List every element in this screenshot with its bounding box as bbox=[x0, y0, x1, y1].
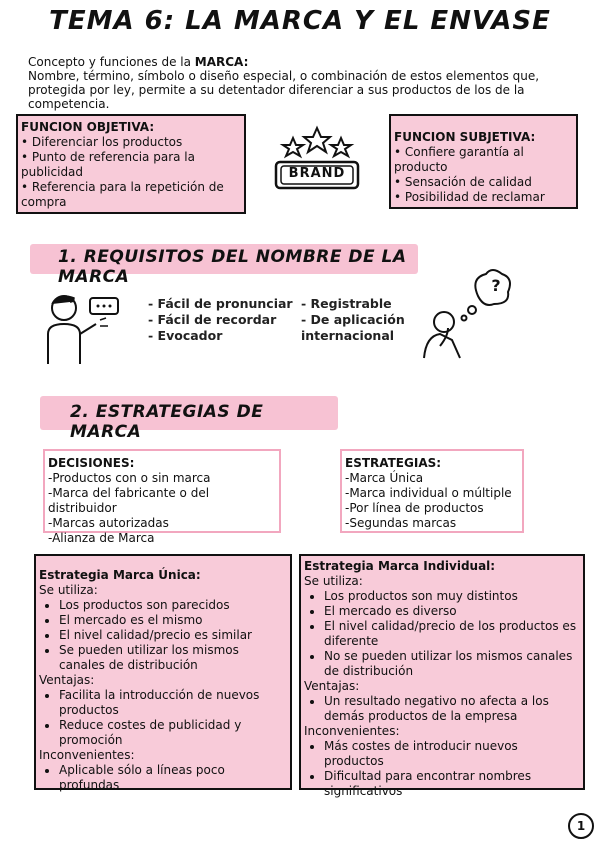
funcion-objetiva-box bbox=[16, 114, 246, 214]
marca-individual-heading: Estrategia Marca Individual: bbox=[304, 559, 496, 573]
person-speaking-illustration bbox=[40, 288, 122, 368]
marca-individual-se-utiliza: Se utiliza: bbox=[304, 574, 363, 588]
marca-unica-uses bbox=[39, 598, 287, 673]
decisiones-item: -Alianza de Marca bbox=[48, 531, 155, 545]
marca-unica-se-utiliza: Se utiliza: bbox=[39, 583, 98, 597]
funcion-objetiva-item: • Referencia para la repetición de compra bbox=[21, 180, 224, 209]
brand-badge-illustration bbox=[266, 124, 368, 194]
intro-block bbox=[28, 55, 578, 111]
decisiones-item: -Marcas autorizadas bbox=[48, 516, 169, 530]
list-item: • Se pueden utilizar los mismos canales de distribución bbox=[59, 643, 287, 673]
decisiones-heading: DECISIONES: bbox=[48, 456, 135, 470]
list-item: • El mercado es el mismo bbox=[59, 613, 287, 628]
funcion-subjetiva-heading: FUNCION SUBJETIVA: bbox=[394, 130, 536, 144]
marca-unica-advantages bbox=[39, 688, 287, 748]
estrategias-item: -Por línea de productos bbox=[345, 501, 484, 515]
list-item: • Facilita la introducción de nuevos productos bbox=[59, 688, 287, 718]
list-item: • Más costes de introducir nuevos productos bbox=[324, 739, 580, 769]
funcion-subjetiva-item: • Confiere garantía al producto bbox=[394, 145, 524, 174]
stars-icon bbox=[266, 124, 368, 194]
list-item: • Un resultado negativo no afecta a los demás productos de la empresa bbox=[324, 694, 580, 724]
list-item: • Los productos son parecidos bbox=[59, 598, 287, 613]
page-number: 1 bbox=[568, 813, 594, 839]
marca-unica-ventajas: Ventajas: bbox=[39, 673, 95, 687]
marca-unica-disadvantages bbox=[39, 763, 287, 793]
requisito-item: - Fácil de recordar bbox=[148, 312, 277, 327]
marca-unica-heading: Estrategia Marca Única: bbox=[39, 568, 201, 582]
section2-heading: 2. ESTRATEGIAS DE MARCA bbox=[70, 402, 264, 442]
funcion-objetiva-heading: FUNCION OBJETIVA: bbox=[21, 120, 155, 134]
list-item: • El mercado es diverso bbox=[324, 604, 580, 619]
marca-individual-inconvenientes: Inconvenientes: bbox=[304, 724, 400, 738]
requisito-item: - Registrable bbox=[301, 296, 392, 311]
marca-individual-box bbox=[299, 554, 585, 798]
marca-individual-advantages bbox=[304, 694, 580, 724]
list-item: • El nivel calidad/precio es similar bbox=[59, 628, 287, 643]
intro-label bbox=[28, 55, 578, 69]
section1-heading: 1. REQUISITOS DEL NOMBRE DE LA MARCA bbox=[58, 247, 407, 287]
funcion-subjetiva-item: • Posibilidad de reclamar bbox=[394, 190, 545, 204]
list-item: • Reduce costes de publicidad y promoción bbox=[59, 718, 287, 748]
funcion-subjetiva-item: • Sensación de calidad bbox=[394, 175, 532, 189]
estrategias-item: -Marca Única bbox=[345, 471, 424, 485]
list-item: • No se pueden utilizar los mismos canales de distribución bbox=[324, 649, 580, 679]
intro-label-prefix: Concepto y funciones de la bbox=[28, 55, 195, 69]
requisito-item: - Fácil de pronunciar bbox=[148, 296, 293, 311]
estrategias-item: -Marca individual o múltiple bbox=[345, 486, 512, 500]
person-speech-icon bbox=[40, 288, 122, 368]
question-mark: ? bbox=[491, 276, 501, 295]
list-item: • Los productos son muy distintos bbox=[324, 589, 580, 604]
marca-unica-box bbox=[34, 554, 292, 790]
marca-individual-ventajas: Ventajas: bbox=[304, 679, 360, 693]
funcion-subjetiva-box bbox=[389, 114, 578, 209]
estrategias-box bbox=[340, 449, 524, 533]
brand-badge-label: BRAND bbox=[288, 166, 346, 181]
requisito-item: - Evocador bbox=[148, 328, 223, 343]
funcion-objetiva-item: • Diferenciar los productos bbox=[21, 135, 183, 149]
list-item: • El nivel calidad/precio de los productos es diferente bbox=[324, 619, 580, 649]
intro-definition: Nombre, término, símbolo o diseño especial, o combinación de estos elementos que, protegida por ley, permite a su detentador diferenciar a sus productos de los de la competencia. bbox=[28, 69, 540, 111]
estrategias-item: -Segundas marcas bbox=[345, 516, 457, 530]
marca-unica-inconvenientes: Inconvenientes: bbox=[39, 748, 135, 762]
requisitos-col1 bbox=[148, 296, 298, 344]
intro-label-bold: MARCA: bbox=[194, 55, 249, 69]
requisito-item: - De aplicación internacional bbox=[301, 312, 405, 343]
list-item: • Dificultad para encontrar nombres significativos bbox=[324, 769, 580, 799]
decisiones-item: -Productos con o sin marca bbox=[48, 471, 211, 485]
list-item: • Aplicable sólo a líneas poco profundas bbox=[59, 763, 287, 793]
marca-individual-disadvantages bbox=[304, 739, 580, 799]
requisitos-col2 bbox=[301, 296, 411, 344]
thinking-person-illustration bbox=[420, 266, 512, 360]
decisiones-box bbox=[43, 449, 281, 545]
page-title: TEMA 6: LA MARCA Y EL ENVASE bbox=[49, 6, 551, 36]
funcion-objetiva-item: • Punto de referencia para la publicidad bbox=[21, 150, 195, 179]
decisiones-item: -Marca del fabricante o del distribuidor bbox=[48, 486, 210, 515]
estrategias-heading: ESTRATEGIAS: bbox=[345, 456, 442, 470]
marca-individual-uses bbox=[304, 589, 580, 679]
